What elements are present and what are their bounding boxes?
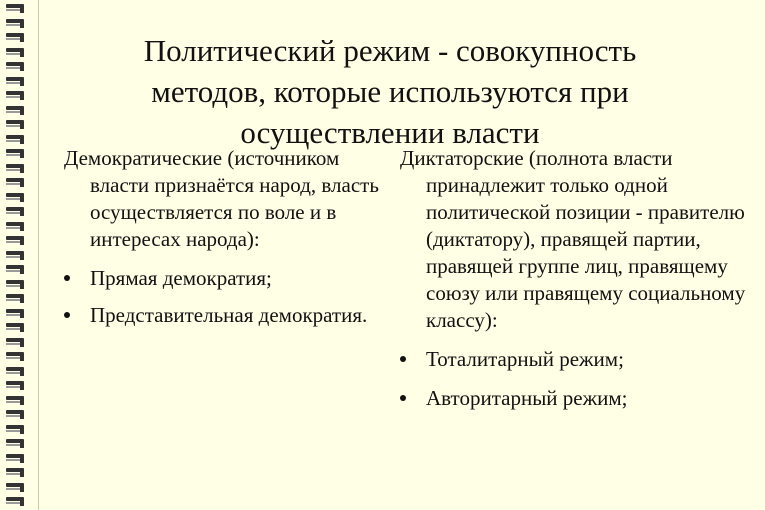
spiral-ring-icon — [6, 323, 28, 332]
spiral-ring-icon — [6, 352, 28, 361]
democratic-intro: Демократические (источником власти признаётся народ, власть осуществляется по воле и в интересах народа): — [64, 146, 379, 251]
spiral-ring-icon — [6, 33, 28, 42]
spiral-ring-icon — [6, 149, 28, 158]
list-item — [400, 346, 750, 373]
spiral-ring-icon — [6, 280, 28, 289]
spiral-ring-icon — [6, 193, 28, 202]
spiral-ring-icon — [6, 265, 28, 274]
spiral-ring-icon — [6, 367, 28, 376]
spiral-ring-icon — [6, 468, 28, 477]
list-item-label: Авторитарный режим; — [426, 386, 628, 410]
spiral-ring-icon — [6, 338, 28, 347]
dictatorial-column — [400, 145, 750, 412]
spiral-ring-icon — [6, 309, 28, 318]
spiral-ring-icon — [6, 497, 28, 506]
spiral-ring-icon — [6, 410, 28, 419]
spiral-ring-icon — [6, 164, 28, 173]
spiral-ring-icon — [6, 207, 28, 216]
spiral-ring-icon — [6, 77, 28, 86]
bullet-icon — [400, 395, 406, 401]
spiral-ring-icon — [6, 251, 28, 260]
list-item — [64, 302, 384, 329]
spiral-ring-icon — [6, 381, 28, 390]
list-item-label: Тоталитарный режим; — [426, 347, 624, 371]
slide-title: Политический режим - совокупность методов, которые используются при осуществлении власти — [143, 33, 637, 150]
spiral-ring-icon — [6, 483, 28, 492]
spiral-ring-icon — [6, 236, 28, 245]
spiral-ring-icon — [6, 454, 28, 463]
spiral-ring-icon — [6, 4, 28, 13]
spiral-ring-icon — [6, 222, 28, 231]
spiral-ring-icon — [6, 135, 28, 144]
list-item-label: Представительная демократия. — [90, 303, 368, 327]
bullet-icon — [64, 275, 70, 281]
spiral-ring-icon — [6, 48, 28, 57]
list-item — [400, 385, 750, 412]
list-item — [64, 265, 384, 292]
spiral-ring-icon — [6, 294, 28, 303]
spiral-ring-icon — [6, 178, 28, 187]
dictatorial-list — [400, 346, 750, 412]
democratic-column — [64, 145, 384, 329]
democratic-list — [64, 265, 384, 329]
spiral-ring-icon — [6, 396, 28, 405]
list-item-label: Прямая демократия; — [90, 266, 272, 290]
bullet-icon — [64, 312, 70, 318]
spiral-ring-icon — [6, 19, 28, 28]
dictatorial-intro: Диктаторские (полнота власти принадлежит только одной политической позиции - правителю (диктатору), правящей партии, правящей группе лиц, правящему союзу или правящему социальному классу): — [400, 146, 746, 332]
spiral-ring-icon — [6, 439, 28, 448]
spiral-binding-icon — [0, 0, 39, 510]
spiral-ring-icon — [6, 120, 28, 129]
spiral-ring-icon — [6, 425, 28, 434]
spiral-ring-icon — [6, 91, 28, 100]
spiral-ring-icon — [6, 62, 28, 71]
bullet-icon — [400, 356, 406, 362]
spiral-ring-icon — [6, 106, 28, 115]
